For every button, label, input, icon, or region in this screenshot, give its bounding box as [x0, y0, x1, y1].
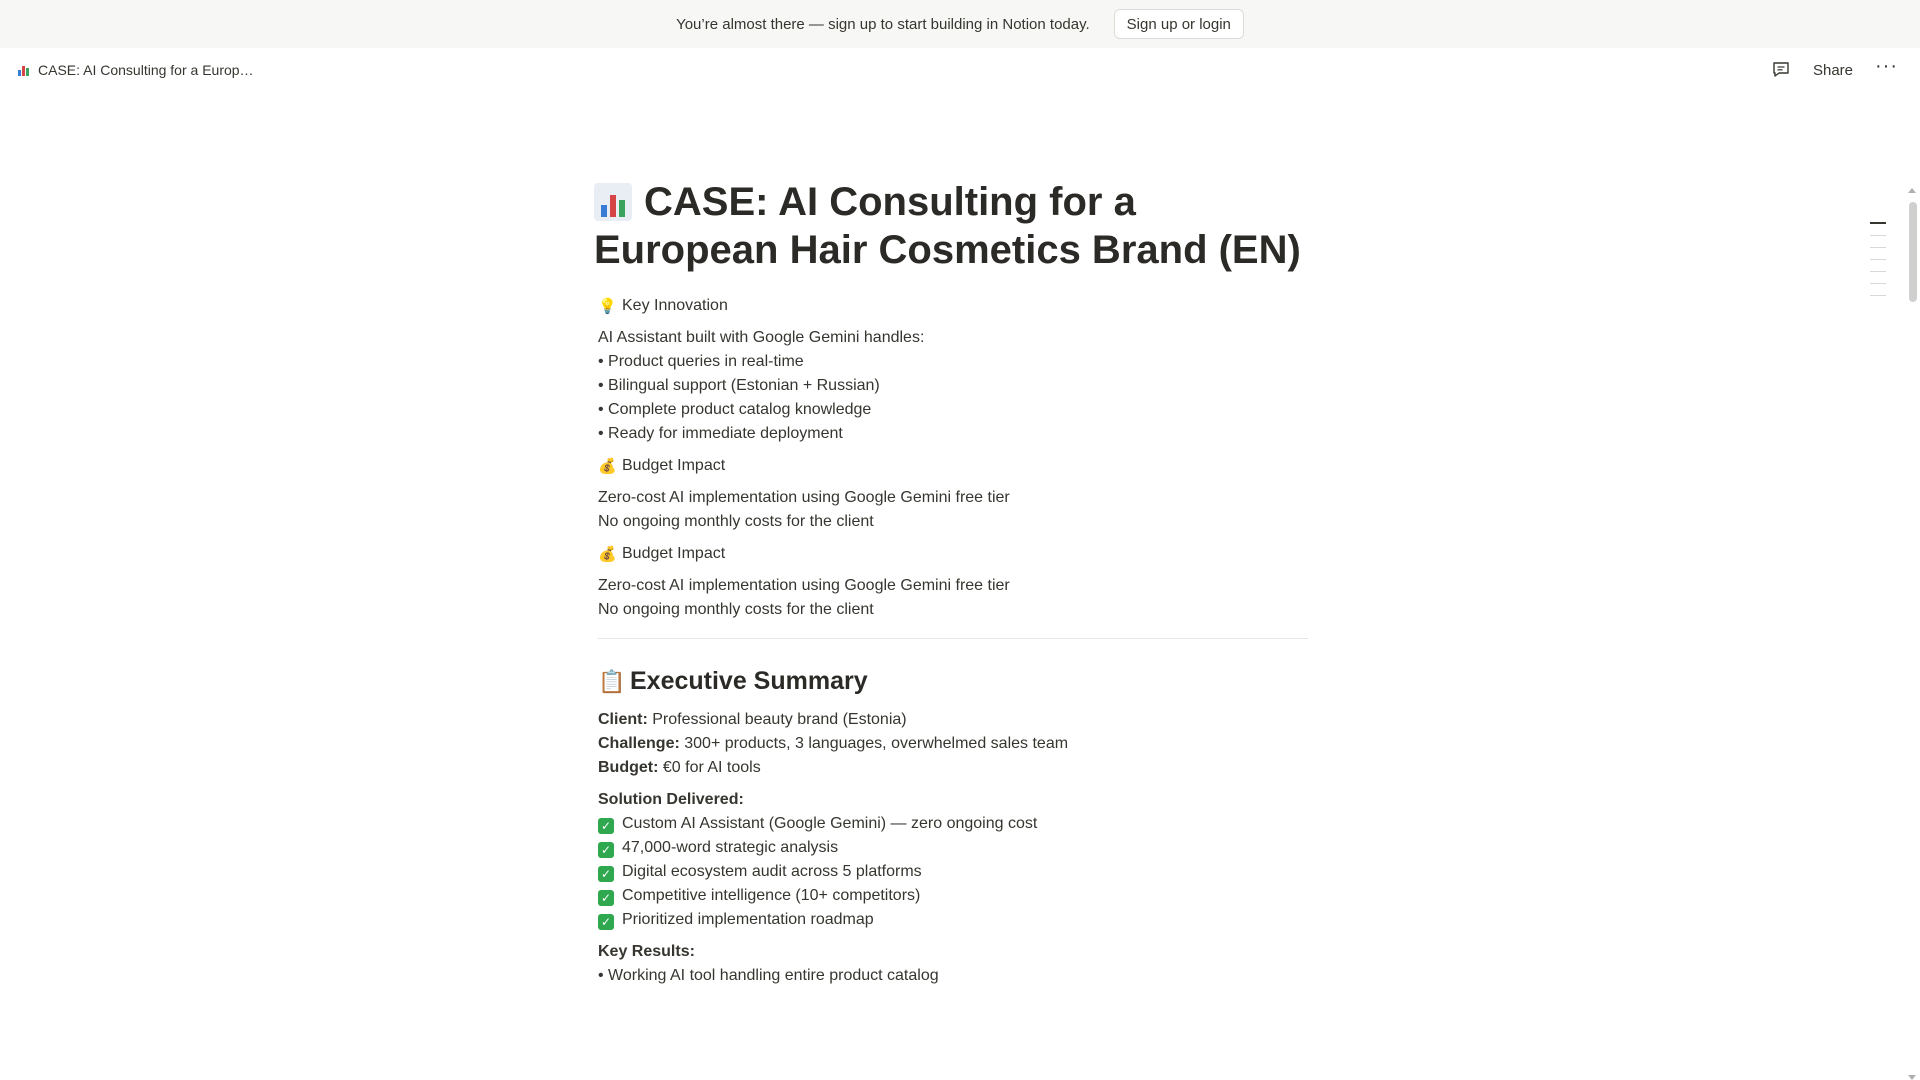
toc-line[interactable] — [1870, 271, 1886, 272]
money-bag-icon: 💰 — [598, 546, 617, 563]
list-item: • Ready for immediate deployment — [598, 425, 843, 442]
list-item: • Bilingual support (Estonian + Russian) — [598, 377, 880, 394]
table-of-contents-minimap[interactable] — [1870, 222, 1886, 307]
page-content — [594, 178, 1308, 996]
scroll-up-arrow-icon[interactable] — [1908, 188, 1916, 193]
section-heading-budget-impact: 💰 Budget Impact — [598, 545, 726, 563]
more-options-icon[interactable]: ··· — [1875, 55, 1898, 77]
list-item: ✓ Competitive intelligence (10+ competitors) — [598, 884, 1308, 908]
breadcrumb[interactable] — [18, 62, 254, 78]
page-topbar — [0, 48, 1920, 92]
signup-login-button[interactable]: Sign up or login — [1114, 9, 1244, 39]
list-item: • Product queries in real-time — [598, 353, 804, 370]
fact-budget: Budget: €0 for AI tools — [598, 759, 761, 776]
list-item: ✓ Prioritized implementation roadmap — [598, 908, 1308, 932]
text-line: Zero-cost AI implementation using Google Gemini free tier — [598, 489, 1010, 506]
list-item: • Complete product catalog knowledge — [598, 401, 872, 418]
signup-banner — [0, 0, 1920, 48]
budget-impact-text — [598, 486, 1308, 534]
divider — [598, 638, 1308, 639]
page-title[interactable] — [594, 178, 1308, 274]
toc-line[interactable] — [1870, 295, 1886, 296]
budget-impact-text — [598, 574, 1308, 622]
text-line: No ongoing monthly costs for the client — [598, 513, 874, 530]
text-line: No ongoing monthly costs for the client — [598, 601, 874, 618]
list-item: • Working AI tool handling entire product catalog — [598, 967, 939, 984]
text-line: AI Assistant built with Google Gemini handles: — [598, 329, 925, 346]
text-line: Zero-cost AI implementation using Google Gemini free tier — [598, 577, 1010, 594]
solution-list — [598, 788, 1308, 932]
share-button[interactable]: Share — [1812, 61, 1854, 79]
toc-line[interactable] — [1870, 222, 1886, 224]
results-label: Key Results: — [598, 943, 695, 960]
toc-line[interactable] — [1870, 259, 1886, 260]
scrollbar-thumb[interactable] — [1909, 202, 1917, 302]
topbar-actions — [1771, 55, 1898, 80]
banner-message: You’re almost there — sign up to start building in Notion today. — [676, 15, 1090, 33]
checkmark-icon: ✓ — [598, 866, 614, 882]
checkmark-icon: ✓ — [598, 818, 614, 834]
money-bag-icon: 💰 — [598, 458, 617, 475]
page-title-text: CASE: AI Consulting for a European Hair Cosmetics Brand (EN) — [594, 180, 1301, 272]
summary-facts — [598, 708, 1308, 780]
results-list — [598, 940, 1308, 988]
executive-summary-heading: 📋 Executive Summary — [598, 665, 1308, 698]
solution-label: Solution Delivered: — [598, 791, 744, 808]
toc-line[interactable] — [1870, 247, 1886, 248]
checkmark-icon: ✓ — [598, 914, 614, 930]
clipboard-icon: 📋 — [598, 669, 626, 694]
fact-challenge: Challenge: 300+ products, 3 languages, overwhelmed sales team — [598, 735, 1069, 752]
list-item: ✓ Custom AI Assistant (Google Gemini) — zero ongoing cost — [598, 812, 1308, 836]
list-item: ✓ Digital ecosystem audit across 5 platforms — [598, 860, 1308, 884]
breadcrumb-title: CASE: AI Consulting for a Europ… — [38, 62, 254, 78]
scroll-down-arrow-icon[interactable] — [1908, 1075, 1916, 1080]
bar-chart-icon — [18, 64, 32, 76]
section-heading-key-innovation: 💡 Key Innovation — [598, 297, 728, 315]
toc-line[interactable] — [1870, 235, 1886, 236]
bar-chart-icon[interactable] — [594, 183, 632, 221]
fact-client: Client: Professional beauty brand (Estonia) — [598, 711, 907, 728]
checkmark-icon: ✓ — [598, 890, 614, 906]
checkmark-icon: ✓ — [598, 842, 614, 858]
scrollbar[interactable] — [1904, 92, 1920, 993]
lightbulb-icon: 💡 — [598, 298, 617, 315]
section-heading-budget-impact: 💰 Budget Impact — [598, 457, 726, 475]
comment-icon[interactable] — [1771, 60, 1791, 80]
list-item: ✓ 47,000-word strategic analysis — [598, 836, 1308, 860]
key-innovation-text — [598, 326, 1308, 446]
toc-line[interactable] — [1870, 283, 1886, 284]
